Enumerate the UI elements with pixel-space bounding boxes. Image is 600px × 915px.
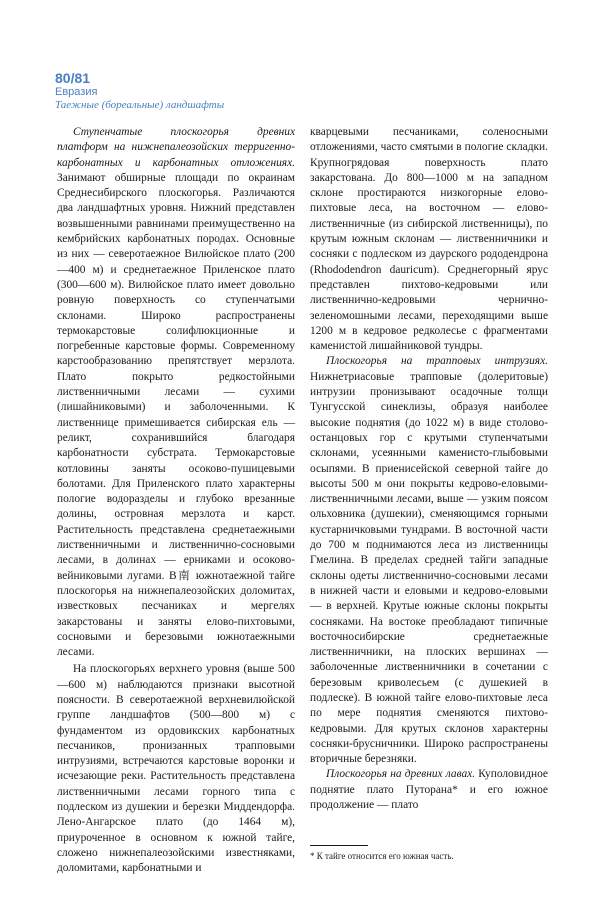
footnote-divider xyxy=(310,845,368,846)
paragraph-body: Нижнетриасовые трапповые (долеритовые) интрузии пронизывают осадочные толщи Тунгусской синеклизы, образуя наиболее высокие поднятия (до 1022 м) в виде столово-останцовых гор с крутыми ступенчатыми склонами, усеянными каменисто-глыбовыми осыпями. В приенисейской северной тайге до высоты 500 м они покрыты кедрово-еловыми-лиственничными лесами, выше — узким поясом ольховника (душекии), сменяющимся горными кустарничковыми тундрами. В восточной части до 700 м поднимаются леса из лиственницы Гмелина. В пределах средней тайги западные склоны одеты лиственнично-сосновыми лесами в нижней части и еловыми и кедрово-еловыми — в верхней. Крутые южные склоны покрыты сосняками. На востоке преобладают типичные восточносибирские среднетаежные лиственничники, на плоских вершинах — заболоченные лиственничники в сочетании с березовым криволесьем (с душекией в подлеске). В южной тайге елово-пихтовые леса по мере поднятия сменяются пихтово-кедровыми. Для крутых склонов характерны сосняки-брусничники. Широко распространены вторичные березняки. xyxy=(310,370,548,766)
paragraph-heading: Плоскогорья на трапповых интрузиях. xyxy=(326,355,548,368)
left-column xyxy=(57,125,295,877)
paragraph-heading: Плоскогорья на древних лавах. xyxy=(326,768,476,781)
section-title: Евразия xyxy=(55,86,98,99)
paragraph-body: Куполовидное поднятие плато Путорана* и его южное продолжение — плато xyxy=(310,768,548,812)
page-numbers: 80/81 xyxy=(55,70,91,86)
subsection-title: Таежные (бореальные) ландшафты xyxy=(55,98,225,111)
footnote: * К тайге относится его южная часть. xyxy=(310,851,454,861)
page-header xyxy=(55,70,224,111)
paragraph xyxy=(57,125,295,660)
paragraph xyxy=(310,767,548,813)
paragraph-body: Занимают обширные площади по окраинам Среднесибирского плоскогорья. Различаются два ландшафтных уровня. Нижний представлен возвышенными равнинами преимущественно на кембрийских карбонатных породах. Основные из них — северотаежное Вилюйское плато (200—400 м) и среднетаежное Приленское плато (300—600 м). Вилюйское плато имеет довольно ровную поверхность со ступенчатыми склонами. Широко распространены термокарстовые солифлюкционные и погребенные карстовые формы. Современному карстообразованию препятствует мерзлота. Плато покрыто редкостойными лиственничными лесами — сухими (лишайниковыми) и заболоченными. К лиственнице примешивается сибирская ель — реликт, сохранившийся благодаря карбонатности субстрата. Термокарстовые котловины заняты осоково-пушицевыми болотами. Для Приленского плато характерны пологие водоразделы и глубоко врезанные долины, островная мерзлота и карст. Растительность представлена среднетаежными лиственничными и лиственнично-сосновыми лесами, в долинах — ерниками и осоково-вейниковыми лугами. В南 южнотаежной тайге плоскогорья на нижнепалеозойских доломитах, известковых песчаниках и мергелях закарстованы и заняты елово-пихтовыми, сосновыми и березовыми южнотаежными лесами. xyxy=(57,171,295,659)
paragraph xyxy=(310,354,548,767)
right-column xyxy=(310,125,548,813)
paragraph: На плоскогорьях верхнего уровня (выше 500—600 м) наблюдаются признаки высотной поясности. В северотаежной верхневилюйской группе ландшафтов (500—800 м) с фундаментом из ордовикских карбонатных песчаников, пронизанных трапповыми интрузиями, встречаются карстовые воронки и исчезающие реки. Растительность представлена лиственничными лесами горного типа с подлеском из душекии и березки Миддендорфа. Лено-Ангарское плато (до 1464 м), приуроченное в основном к южной тайге, сложено нижнепалеозойскими известняками, доломитами, карбонатными и xyxy=(57,663,295,875)
paragraph: кварцевыми песчаниками, соленосными отложениями, часто смятыми в пологие складки. Крупногрядовая поверхность плато закарстована. До 800—1000 м на западном склоне простираются низкогорные елово-пихтовые леса, на восточном — елово-лиственничные (из сибирской лиственницы), по крутым южным склонам — лиственничники и сосняки с подлеском из даурского рододендрона (Rhododendron dauricum). Среднегорный ярус представлен пихтово-кедровыми или лиственнично-кедровыми чернично-зеленомошными лесами, переходящими выше 1200 м в кедровое редколесье с фрагментами каменистой лишайниковой тундры. xyxy=(310,126,548,353)
paragraph-heading: Ступенчатые плоскогорья древних платформ на нижнепалеозойских терригенно-карбонатных и карбонатных отложениях. xyxy=(57,126,295,169)
